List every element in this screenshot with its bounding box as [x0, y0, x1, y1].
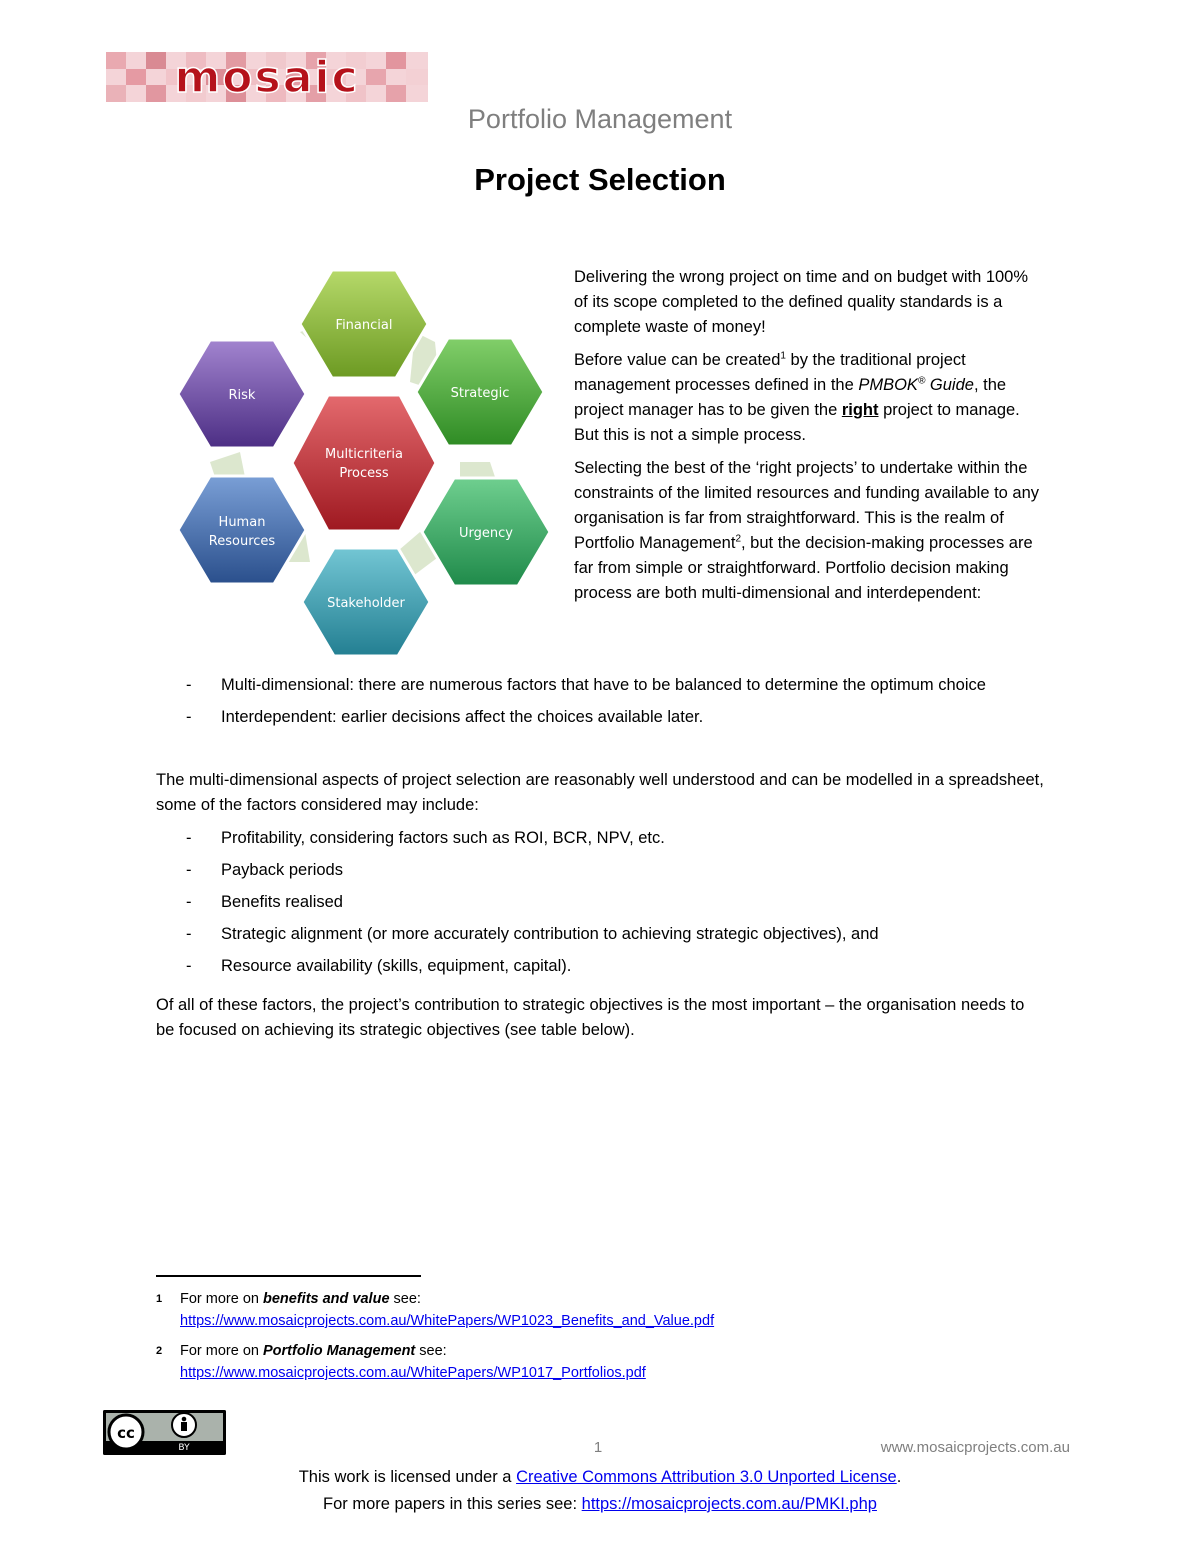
series-link[interactable]: https://mosaicprojects.com.au/PMKI.php [581, 1495, 877, 1513]
footnote-number: 2 [156, 1345, 163, 1357]
benefits-value-link[interactable]: https://www.mosaicprojects.com.au/WhitePapers/WP1023_Benefits_and_Value.pdf [180, 1313, 715, 1329]
intro-text [574, 265, 1044, 614]
footnote-separator [156, 1275, 421, 1277]
intro-paragraph-2 [574, 348, 1044, 448]
hexagon-label-strategic: Strategic [450, 386, 510, 401]
list-item: - Payback periods [156, 858, 1036, 883]
hexagon-label-urgency: Urgency [459, 526, 513, 541]
hexagon-financial [300, 270, 428, 378]
footnote-2 [156, 1340, 1016, 1388]
license-line [0, 1468, 1200, 1487]
logo-text: mosaic [174, 52, 360, 102]
hexagon-risk [178, 340, 306, 448]
hexagon-label-human-line1: Human [218, 515, 266, 530]
decision-characteristics-list [156, 673, 1036, 737]
footnote-prefix: For more on [180, 1343, 263, 1359]
intro-p3-a: Selecting the best of the ‘right projects’ to undertake within the constraints of the limited resources and funding available to any organisation is far from straightforward. This is the realm of Portfolio Management [574, 459, 1040, 552]
intro-p2-d: project to manage. But this is not a simple process. [574, 401, 1020, 444]
mosaic-logo [106, 52, 428, 102]
footnote-emphasis: benefits and value [263, 1291, 390, 1307]
series-prefix: For more papers in this series see: [323, 1495, 582, 1513]
list-item: - Resource availability (skills, equipment, capital). [156, 954, 1036, 979]
intro-paragraph-1: Delivering the wrong project on time and on budget with 100% of its scope completed to the defined quality standards is a complete waste of money! [574, 268, 1029, 336]
hexagon-label-stakeholder: Stakeholder [327, 596, 405, 611]
list-item: - Multi-dimensional: there are numerous factors that have to be balanced to determine the optimum choice [156, 673, 1036, 698]
footnote-ref-2[interactable]: 2 [735, 533, 741, 545]
page-number: 1 [593, 1439, 603, 1456]
series-line [0, 1495, 1200, 1514]
list-item: - Strategic alignment (or more accurately contribution to achieving strategic objectives), and [156, 922, 1036, 947]
registered-mark: ® [917, 375, 926, 387]
selection-factors-list [156, 826, 1036, 986]
footnote-number: 1 [156, 1293, 163, 1305]
pmbok-text: PMBOK [858, 376, 918, 394]
license-suffix: . [896, 1468, 902, 1486]
hexagon-center [292, 395, 436, 531]
footnote-text [180, 1340, 980, 1384]
hexagon-label-financial: Financial [335, 318, 393, 333]
footnote-ref-1[interactable]: 1 [780, 350, 786, 362]
cc-label: cc [117, 1424, 135, 1442]
hexagon-label-center-line1: Multicriteria [325, 447, 403, 462]
right-emphasis: right [841, 401, 879, 419]
cc-icon [109, 1415, 143, 1449]
license-link[interactable]: Creative Commons Attribution 3.0 Unported License [516, 1468, 897, 1486]
footnote-emphasis: Portfolio Management [263, 1343, 416, 1359]
footnote-prefix: For more on [180, 1291, 263, 1307]
footnote-suffix: see: [415, 1343, 447, 1359]
intro-paragraph-3 [574, 456, 1044, 606]
footer-website: www.mosaicprojects.com.au [880, 1439, 1070, 1456]
portfolios-link[interactable]: https://www.mosaicprojects.com.au/WhitePapers/WP1017_Portfolios.pdf [180, 1365, 646, 1381]
footnote-1 [156, 1288, 1016, 1336]
footnote-text [180, 1288, 980, 1332]
multidimensional-paragraph: The multi-dimensional aspects of project selection are reasonably well understood and can be modelled in a spreadsheet, some of the factors considered may include: [156, 771, 1044, 814]
section-subtitle: Portfolio Management [467, 104, 733, 134]
license-prefix: This work is licensed under a [298, 1468, 517, 1486]
guide-text: Guide [925, 376, 974, 394]
hexagon-label-human-line2: Resources [208, 534, 276, 549]
hexagon-human-resources [178, 476, 306, 584]
list-item: - Profitability, considering factors such as ROI, BCR, NPV, etc. [156, 826, 1036, 851]
conclusion-paragraph: Of all of these factors, the project’s contribution to strategic objectives is the most important – the organisation needs to be focused on achieving its strategic objectives (see table below). [156, 996, 1025, 1039]
footnote-suffix: see: [389, 1291, 421, 1307]
intro-p2-b: by the traditional project management processes defined in the [574, 351, 966, 394]
hexagon-label-center-line2: Process [339, 466, 389, 481]
intro-p2-a: Before value can be created [574, 351, 781, 369]
hexagon-label-risk: Risk [228, 388, 256, 403]
intro-p3-b: , but the decision-making processes are far from simple or straightforward. Portfolio decision making process are both multi-dimensional and interdependent: [574, 534, 1033, 602]
cc-by-label: BY [178, 1443, 190, 1453]
list-item: - Interdependent: earlier decisions affect the choices available later. [156, 705, 1036, 730]
creative-commons-badge[interactable] [103, 1410, 226, 1455]
intro-p2-c: , the project manager has to be given the [574, 376, 1007, 419]
hexagon-urgency [422, 478, 550, 586]
attribution-icon [172, 1413, 196, 1437]
multicriteria-hexagon-diagram [170, 262, 560, 664]
list-item: - Benefits realised [156, 890, 1036, 915]
page-title: Project Selection [474, 162, 726, 197]
